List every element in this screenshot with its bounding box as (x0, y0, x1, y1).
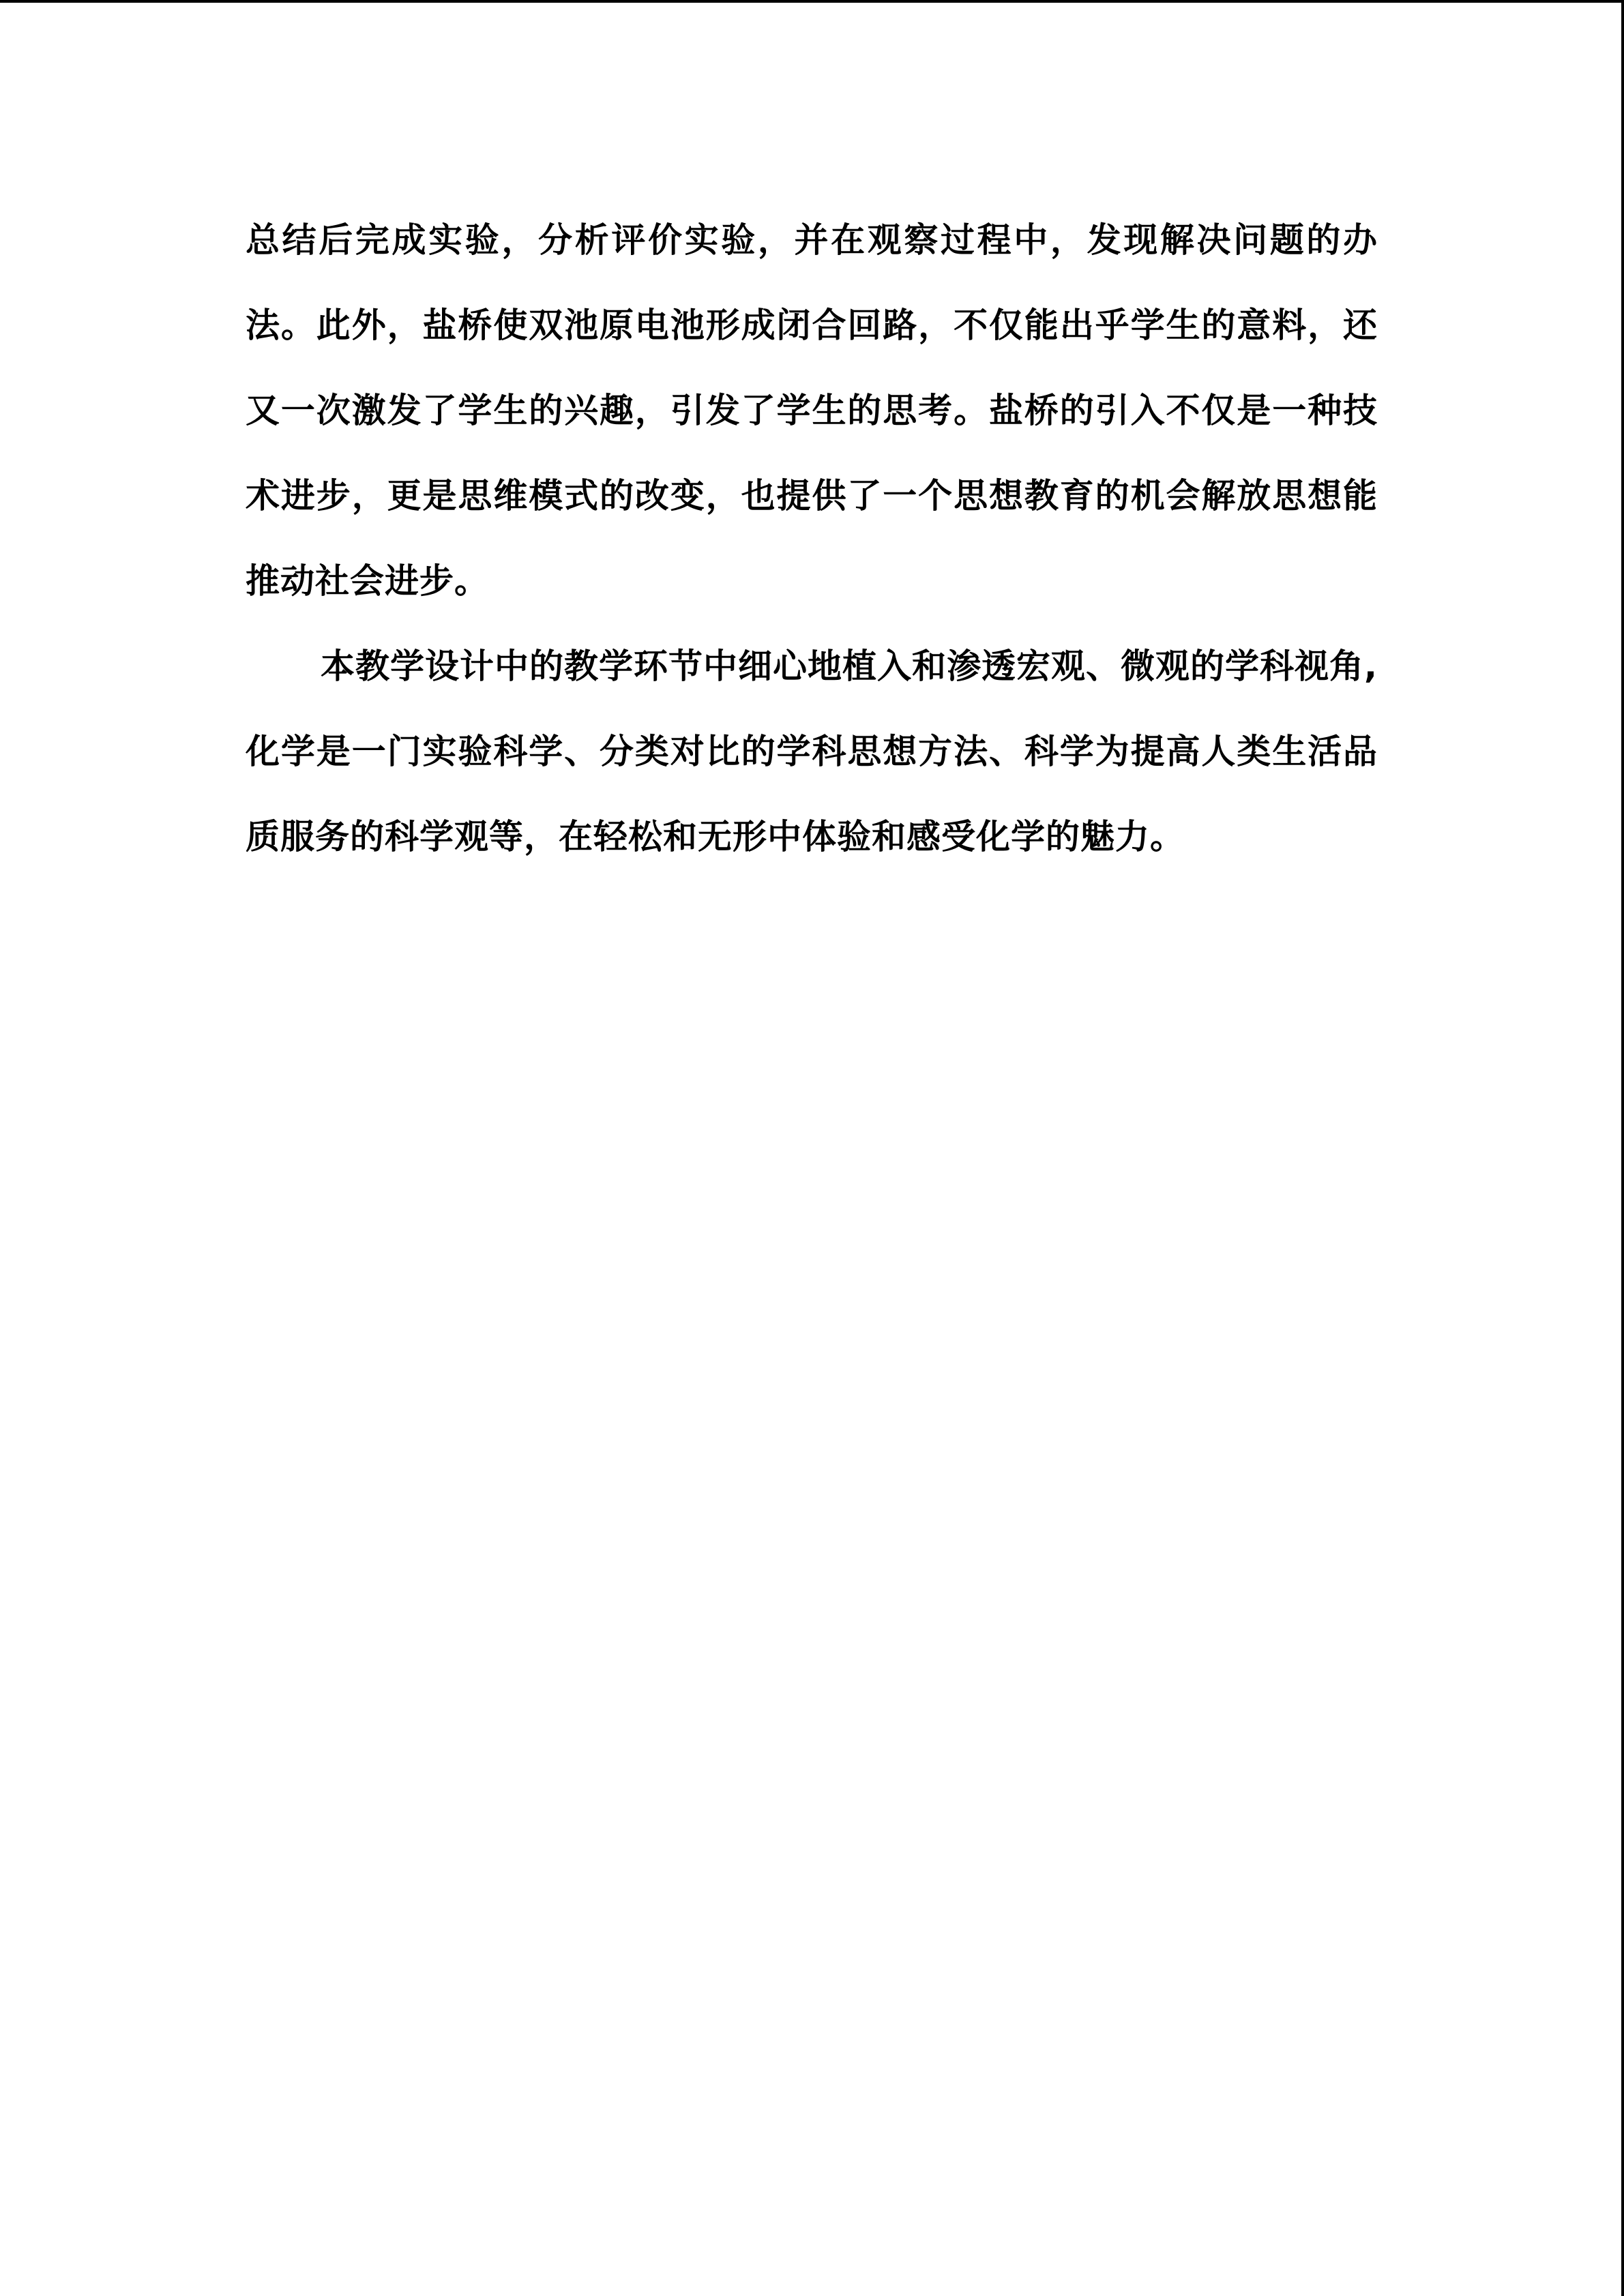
paragraph-2: 本教学设计中的教学环节中细心地植入和渗透宏观、微观的学科视角,化学是一门实验科学、分类对比的学科思想方法、科学为提高人类生活品质服务的科学观等，在轻松和无形中体验和感受化学的魅力。 (246, 646, 1378, 856)
paragraph-1: 总结后完成实验，分析评价实验，并在观察过程中，发现解决问题的办法。此外，盐桥使双池原电池形成闭合回路，不仅能出乎学生的意料，还又一次激发了学生的兴趣，引发了学生的思考。盐桥的引入不仅是一种技术进步，更是思维模式的改变，也提供了一个思想教育的机会解放思想能推动社会进步。 (246, 220, 1378, 601)
document-body (246, 198, 1378, 880)
